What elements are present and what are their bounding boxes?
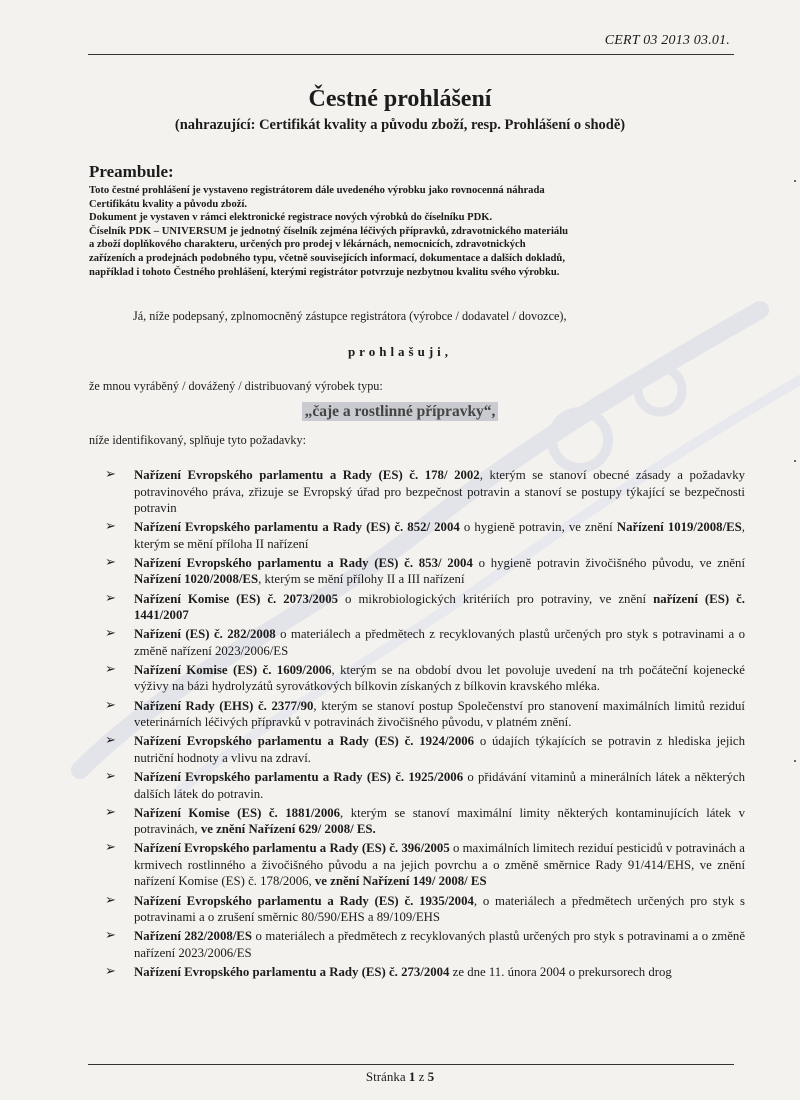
scan-speck [794,180,796,182]
regulation-item [105,519,745,552]
footer-divider [88,1064,734,1065]
regulation-description: , kterým se mění přílohy II a III nařízení [258,572,465,587]
header-divider [88,54,734,55]
preamble-line: zařízeních a prodejnách podobného typu, včetně souvisejících informací, dokumentace a dalších dokladů, [89,252,565,264]
arrow-bullet-icon: ➢ [105,928,116,944]
regulation-reference: ve znění Nařízení 629/ 2008/ ES. [200,822,376,837]
declaration-intro: Já, níže podepsaný, zplnomocněný zástupce registrátora (výrobce / dodavatel / dovozce), [133,309,567,323]
arrow-bullet-icon: ➢ [105,467,116,482]
arrow-bullet-icon: ➢ [105,892,116,908]
arrow-bullet-icon: ➢ [105,769,116,784]
regulation-description: , o materiálech a předmětech určených pro styk s potravinami a o zrušení směrnic 80/590/EHS a 89/109/EHS [134,893,745,925]
regulation-item [105,591,745,624]
scan-speck [794,460,796,462]
preamble-line: Certifikátu kvality a původu zboží. [89,198,248,210]
arrow-bullet-icon: ➢ [105,804,116,820]
product-type-line: že mnou vyráběný / dovážený / distribuovaný výrobek typu: [89,379,383,393]
page-label: Stránka [365,1069,406,1084]
regulation-description: o maximálních limitech reziduí pesticidů v potravinách a krmivech rostlinného a živočišného původu a na jejich povrchu a o změně směrnice Rady 91/414/EHS, ve znění nařízení Komise (ES) č. 178/2006, [134,841,745,889]
regulation-reference: Nařízení Evropského parlamentu a Rady (ES) č. 396/2005 [134,841,450,856]
page-number [0,1069,800,1085]
regulation-reference: Nařízení Evropského parlamentu a Rady (ES) č. 853/ 2004 [134,555,473,570]
preamble-line: a zboží doplňkového charakteru, určených pro prodej v lékárnách, nemocnicích, zdravotnických [89,239,526,251]
preamble-line: například i tohoto Čestného prohlášení, kterými registrátor potvrzuje nezbytnou kvalitu svého výrobku. [89,266,560,278]
regulation-description: o hygieně potravin, ve znění [459,520,617,535]
page-separator: z [418,1069,425,1084]
regulations-list [105,467,745,983]
page-total: 5 [427,1069,435,1084]
regulation-item [105,964,745,981]
regulation-reference: Nařízení Evropského parlamentu a Rady (ES) č. 273/2004 [134,964,450,979]
preamble-line: Dokument je vystaven v rámci elektronické registrace nových výrobků do číselníku PDK. [89,212,493,224]
regulation-item [105,555,745,588]
regulation-description: , kterým se stanoví obecné zásady a požadavky potravinového práva, zřizuje se Evropský úřad pro bezpečnost potravin a stanoví se postupy týkající se bezpečnosti potravin [134,468,745,515]
arrow-bullet-icon: ➢ [105,963,116,979]
regulation-description: , kterým se na období dvou let povoluje uvedení na trh počáteční kojenecké výživy na bázi hydrolyzátů syrovátkových bílkovin získaných z bílkovin kravského mléka. [134,662,745,694]
scan-speck [794,760,796,762]
regulation-reference: Nařízení 1020/2008/ES [134,572,259,587]
preamble-text [89,184,739,279]
arrow-bullet-icon: ➢ [105,697,116,713]
regulation-reference: Nařízení Komise (ES) č. 1881/2006 [134,805,341,820]
arrow-bullet-icon: ➢ [105,661,116,677]
regulation-description: o materiálech a předmětech z recyklovaných plastů určených pro styk s potravinami a o změně nařízení 2023/2006/ES [134,627,746,658]
regulation-reference: Nařízení Evropského parlamentu a Rady (ES) č. 1924/2006 [134,734,475,749]
regulation-description: , kterým se stanoví postup Společenství pro stanovení maximálních limitů reziduí veterinárních léčivých přípravků v potravinách živočišného původu, v platném znění. [134,698,745,730]
regulation-reference: Nařízení Komise (ES) č. 1609/2006 [134,662,332,677]
arrow-bullet-icon: ➢ [105,626,116,642]
regulation-reference: Nařízení Evropského parlamentu a Rady (ES) č. 1935/2004 [134,893,474,908]
regulation-reference: Nařízení Evropského parlamentu a Rady (ES) č. 852/ 2004 [134,520,460,535]
regulation-description: o materiálech a předmětech z recyklovaných plastů určených pro styk s potravinami a o změně nařízení 2023/2006/ES [134,929,745,960]
regulation-reference: Nařízení Evropského parlamentu a Rady (ES) č. 178/ 2002 [134,468,480,482]
regulation-item [105,893,745,926]
document-code: CERT 03 2013 03.01. [604,33,730,48]
page-current: 1 [408,1069,416,1084]
page-subtitle: (nahrazující: Certifikát kvality a původu zboží, resp. Prohlášení o shodě) [174,117,626,133]
regulation-item [105,733,745,766]
declaration-verb: prohlašuji, [347,344,453,359]
regulation-description: ze dne 11. února 2004 o prekursorech drog [449,964,672,979]
regulation-item [105,698,745,731]
regulation-reference: nařízení (ES) č. 1441/2007 [134,591,745,623]
regulation-reference: Nařízení Komise (ES) č. 2073/2005 [134,591,339,606]
regulation-description: , kterým se mění příloha II nařízení [134,520,745,551]
preamble-heading: Preambule: [89,162,174,181]
regulation-item [105,662,745,695]
arrow-bullet-icon: ➢ [105,554,116,570]
product-type [0,403,800,421]
regulation-description: o údajích týkajících se potravin z hlediska jejich nutriční hodnoty a vlivu na zdraví. [134,734,746,765]
regulation-description: o přidávání vitaminů a minerálních látek a některých dalších látek do potravin. [134,770,746,801]
arrow-bullet-icon: ➢ [105,840,116,856]
regulation-reference: Nařízení 1019/2008/ES [616,520,742,535]
regulation-description: o mikrobiologických kritériích pro potraviny, ve znění [338,591,654,606]
regulation-reference: Nařízení Evropského parlamentu a Rady (ES) č. 1925/2006 [134,770,464,784]
regulation-reference: ve znění Nařízení 149/ 2008/ ES [314,874,487,889]
regulation-item [105,928,745,961]
arrow-bullet-icon: ➢ [105,519,116,535]
regulation-item [105,840,745,890]
preamble-line: Toto čestné prohlášení je vystaveno registrátorem dále uvedeného výrobku jako rovnocenná náhrada [89,185,545,196]
regulation-description: , kterým se stanoví maximální limity některých kontaminujících látek v potravinách, [134,805,745,837]
regulation-item [105,769,745,802]
regulation-description: o hygieně potravin živočišného původu, ve znění [472,555,745,570]
regulation-item [105,626,745,659]
preamble-line: Číselník PDK – UNIVERSUM je jednotný číselník zejména léčivých přípravků, zdravotnického materiálu [89,225,569,237]
regulation-reference: Nařízení (ES) č. 282/2008 [134,627,276,642]
arrow-bullet-icon: ➢ [105,733,116,749]
regulation-reference: Nařízení 282/2008/ES [134,929,252,944]
regulation-item [105,805,745,838]
regulation-item [105,467,745,517]
arrow-bullet-icon: ➢ [105,590,116,606]
requirements-intro: níže identifikovaný, splňuje tyto požadavky: [89,433,306,447]
page-title: Čestné prohlášení [308,86,492,112]
regulation-reference: Nařízení Rady (EHS) č. 2377/90 [134,698,314,713]
product-type-value: „čaje a rostlinné přípravky“, [302,402,499,421]
